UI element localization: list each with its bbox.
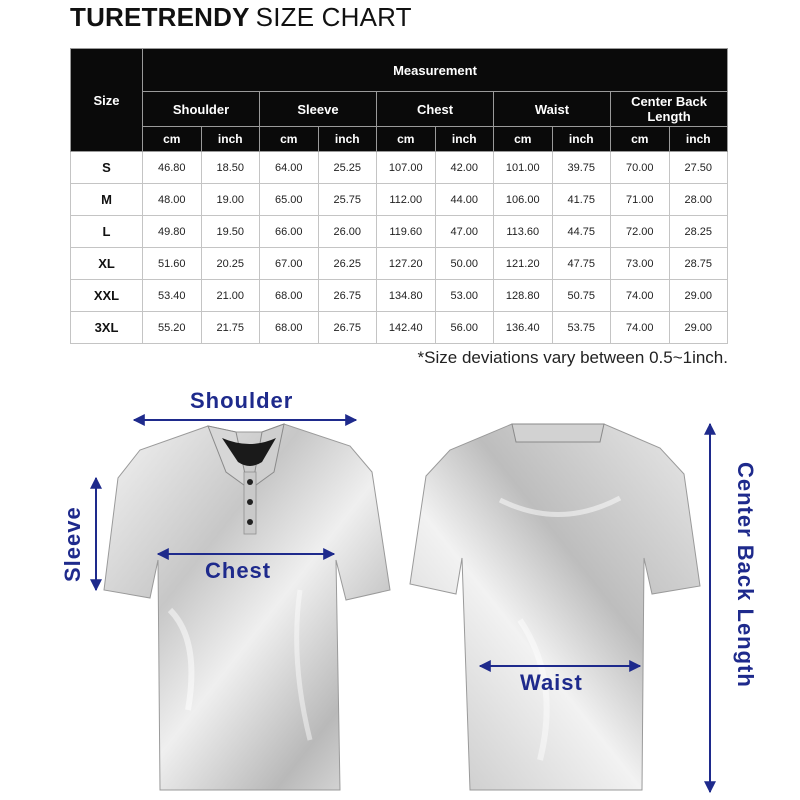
size-deviation-note: *Size deviations vary between 0.5~1inch. [417,348,728,367]
group-header-sleeve: Sleeve [260,92,377,127]
group-header-waist: Waist [494,92,611,127]
measurement-cell: 26.25 [318,248,377,280]
chart-title [70,2,412,33]
measurement-cell: 50.75 [552,280,611,312]
size-cell: XL [71,248,143,280]
unit-header: cm [143,127,202,152]
back-shirt [410,424,700,790]
measurement-cell: 48.00 [143,184,202,216]
unit-header: inch [318,127,377,152]
measurement-cell: 29.00 [669,280,728,312]
measurement-cell: 47.75 [552,248,611,280]
size-cell: XXL [71,280,143,312]
table-row [71,312,728,344]
measurement-cell: 46.80 [143,152,202,184]
unit-header: cm [611,127,670,152]
title-subtitle: SIZE CHART [255,2,412,32]
measurement-cell: 19.50 [201,216,260,248]
measurement-cell: 128.80 [494,280,553,312]
measurement-cell: 41.75 [552,184,611,216]
measurement-cell: 121.20 [494,248,553,280]
table-row [71,184,728,216]
brand-name: TURETRENDY [70,2,250,32]
unit-header: inch [435,127,494,152]
center-back-length-label: Center Back Length [733,462,758,688]
measurement-cell: 25.25 [318,152,377,184]
measurement-cell: 42.00 [435,152,494,184]
table-row [71,248,728,280]
measurement-cell: 113.60 [494,216,553,248]
unit-header: cm [260,127,319,152]
unit-header: inch [669,127,728,152]
measurement-cell: 107.00 [377,152,436,184]
measurement-cell: 56.00 [435,312,494,344]
measurement-cell: 21.75 [201,312,260,344]
sleeve-label: Sleeve [60,506,85,582]
table-row [71,216,728,248]
size-cell: S [71,152,143,184]
measurement-cell: 127.20 [377,248,436,280]
measurement-cell: 73.00 [611,248,670,280]
size-column-header: Size [71,49,143,152]
measurement-cell: 64.00 [260,152,319,184]
shirt-figure [0,380,800,800]
measurement-cell: 18.50 [201,152,260,184]
measurement-cell: 68.00 [260,280,319,312]
measurement-cell: 136.40 [494,312,553,344]
group-header-chest: Chest [377,92,494,127]
measurement-cell: 28.25 [669,216,728,248]
measurement-cell: 28.75 [669,248,728,280]
measurement-header: Measurement [143,49,728,92]
unit-header: cm [377,127,436,152]
measurement-cell: 71.00 [611,184,670,216]
measurement-cell: 142.40 [377,312,436,344]
measurement-cell: 55.20 [143,312,202,344]
measurement-cell: 50.00 [435,248,494,280]
chest-label: Chest [205,558,272,583]
size-cell: 3XL [71,312,143,344]
front-shirt [104,424,390,790]
measurement-cell: 19.00 [201,184,260,216]
measurement-cell: 44.00 [435,184,494,216]
group-header-shoulder: Shoulder [143,92,260,127]
unit-header: cm [494,127,553,152]
shoulder-label: Shoulder [190,388,294,413]
measurement-cell: 51.60 [143,248,202,280]
measurement-cell: 53.00 [435,280,494,312]
size-cell: M [71,184,143,216]
table-row [71,152,728,184]
measurement-cell: 26.75 [318,312,377,344]
measurement-cell: 26.00 [318,216,377,248]
measurement-cell: 112.00 [377,184,436,216]
measurement-cell: 25.75 [318,184,377,216]
measurement-cell: 74.00 [611,280,670,312]
measurement-cell: 106.00 [494,184,553,216]
table-row [71,280,728,312]
measurement-cell: 44.75 [552,216,611,248]
measurement-cell: 66.00 [260,216,319,248]
measurement-cell: 26.75 [318,280,377,312]
measurement-cell: 65.00 [260,184,319,216]
group-header-center-back-length: Center Back Length [611,92,728,127]
measurement-cell: 21.00 [201,280,260,312]
measurement-cell: 53.75 [552,312,611,344]
measurement-cell: 39.75 [552,152,611,184]
measurement-cell: 74.00 [611,312,670,344]
unit-header: inch [552,127,611,152]
measurement-cell: 134.80 [377,280,436,312]
unit-header: inch [201,127,260,152]
size-cell: L [71,216,143,248]
measurement-cell: 70.00 [611,152,670,184]
shirt-illustration [0,380,800,800]
measurement-cell: 28.00 [669,184,728,216]
measurement-cell: 53.40 [143,280,202,312]
measurement-cell: 68.00 [260,312,319,344]
measurement-cell: 49.80 [143,216,202,248]
measurement-cell: 67.00 [260,248,319,280]
measurement-cell: 101.00 [494,152,553,184]
measurement-cell: 47.00 [435,216,494,248]
size-table [70,48,728,344]
waist-label: Waist [520,670,583,695]
measurement-cell: 119.60 [377,216,436,248]
measurement-cell: 29.00 [669,312,728,344]
measurement-cell: 72.00 [611,216,670,248]
measurement-cell: 27.50 [669,152,728,184]
measurement-cell: 20.25 [201,248,260,280]
